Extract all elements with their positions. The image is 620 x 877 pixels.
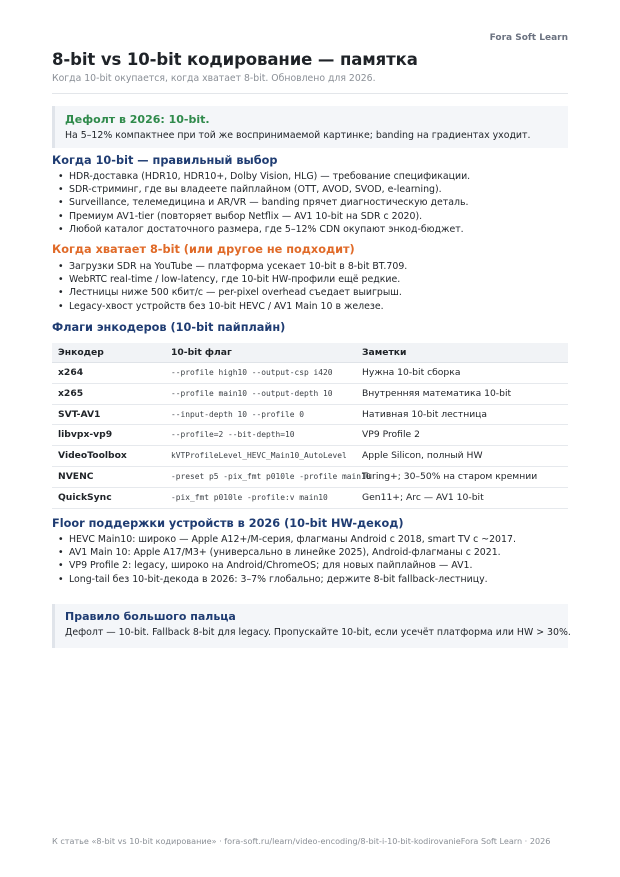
section-floor-heading: Floor поддержки устройств в 2026 (10-bit HW-декод) (52, 517, 404, 530)
encoder-cell: x265 (58, 387, 84, 399)
flag-cell: kVTProfileLevel_HEVC_Main10_AutoLevel (171, 451, 347, 461)
section-floor-list (58, 533, 598, 586)
table-row (52, 446, 568, 467)
note-cell: Внутренняя математика 10-bit (362, 387, 512, 399)
list-item: • SDR-стриминг, где вы владеете пайплайном (OTT, AVOD, SVOD, e-learning). (58, 183, 598, 196)
table-row (52, 405, 568, 426)
section-8bit-heading: Когда хватает 8-bit (или другое не подходит) (52, 243, 355, 256)
flag-cell: -preset p5 -pix_fmt p010le -profile main10 (171, 471, 371, 481)
note-cell: Gen11+; Arc — AV1 10-bit (362, 491, 484, 503)
list-item: • Legacy-хвост устройств без 10-bit HEVC / AV1 Main 10 в железе. (58, 300, 598, 313)
page-subtitle: Когда 10-bit окупается, когда хватает 8-bit. Обновлено для 2026. (52, 73, 376, 84)
list-item: • Любой каталог достаточного размера, где 5–12% CDN окупают энкод-бюджет. (58, 223, 598, 236)
list-item: • VP9 Profile 2: legacy, широко на Android/ChromeOS; для новых пайплайнов — AV1. (58, 559, 598, 572)
note-cell: Нативная 10-bit лестница (362, 408, 488, 420)
encoder-cell: x264 (58, 367, 84, 378)
table-row (52, 384, 568, 405)
note-cell: Нужна 10-bit сборка (362, 367, 461, 378)
encoder-cell: VideoToolbox (58, 450, 127, 462)
flag-cell: -pix_fmt p010le -profile:v main10 (171, 492, 328, 502)
list-item: • AV1 Main 10: Apple A17/M3+ (универсально в линейке 2025), Android-флагманы с 2021. (58, 546, 598, 559)
default-callout-heading: Дефолт в 2026: 10-bit. (65, 113, 210, 126)
note-cell: Turing+; 30–50% на старом кремнии (362, 470, 538, 482)
encoder-cell: NVENC (58, 470, 94, 482)
default-callout-body: На 5–12% компактнее при той же воспринимаемой картинке; banding на градиентах уходит. (65, 130, 531, 141)
list-item: • HEVC Main10: широко — Apple A12+/M-серия, флагманы Android с 2018, smart TV с ~2017. (58, 533, 598, 546)
table-row (52, 425, 568, 446)
encoder-flags-table (52, 343, 568, 509)
table-header-row (52, 343, 568, 363)
note-cell: Apple Silicon, полный HW (362, 450, 483, 462)
rule-callout-heading: Правило большого пальца (65, 610, 236, 623)
column-header-flag: 10-bit флаг (171, 347, 232, 358)
header-divider (52, 93, 568, 94)
column-header-encoder: Энкодер (58, 347, 104, 358)
default-callout (52, 106, 568, 148)
section-8bit-list (58, 260, 598, 313)
section-10bit-heading: Когда 10-bit — правильный выбор (52, 154, 278, 167)
cheatsheet-page (52, 0, 571, 877)
column-header-notes: Заметки (362, 347, 407, 358)
list-item: • WebRTC real-time / low-latency, где 10-bit HW-профили ещё редкие. (58, 273, 598, 286)
table-row (52, 467, 568, 488)
page-footer: К статье «8-bit vs 10-bit кодирование» · fora-soft.ru/learn/video-encoding/8-bit-i-10-bit-kodirovanieFora Soft Learn · 2026 (52, 836, 551, 846)
encoder-cell: SVT-AV1 (58, 408, 101, 420)
table-row (52, 488, 568, 509)
brand-label: Fora Soft Learn (489, 33, 568, 43)
list-item: • Surveillance, телемедицина и AR/VR — banding прячет диагностическую деталь. (58, 196, 598, 209)
list-item: • HDR-доставка (HDR10, HDR10+, Dolby Vision, HLG) — требование спецификации. (58, 170, 598, 183)
flag-cell: --input-depth 10 --profile 0 (171, 409, 305, 419)
list-item: • Лестницы ниже 500 кбит/с — per-pixel overhead съедает выигрыш. (58, 286, 598, 299)
rule-callout-body: Дефолт — 10-bit. Fallback 8-bit для legacy. Пропускайте 10-bit, если усечёт платформа или HW > 30%. (65, 627, 571, 638)
section-flags-heading: Флаги энкодеров (10-bit пайплайн) (52, 321, 286, 334)
section-10bit-list (58, 170, 598, 236)
encoder-cell: QuickSync (58, 491, 112, 503)
list-item: • Long-tail без 10-bit-декода в 2026: 3–7% глобально; держите 8-bit fallback-лестницу. (58, 573, 598, 586)
rule-callout (52, 604, 571, 648)
flag-cell: --profile main10 --output-depth 10 (171, 388, 333, 398)
table-row (52, 363, 568, 384)
flag-cell: --profile=2 --bit-depth=10 (171, 430, 295, 440)
flag-cell: --profile high10 --output-csp i420 (171, 368, 333, 377)
page-title: 8-bit vs 10-bit кодирование — памятка (52, 50, 418, 69)
encoder-cell: libvpx-vp9 (58, 429, 113, 441)
note-cell: VP9 Profile 2 (362, 429, 420, 441)
list-item: • Загрузки SDR на YouTube — платформа усекает 10-bit в 8-bit BT.709. (58, 260, 598, 273)
list-item: • Премиум AV1-tier (повторяет выбор Netflix — AV1 10-bit на SDR с 2020). (58, 210, 598, 223)
